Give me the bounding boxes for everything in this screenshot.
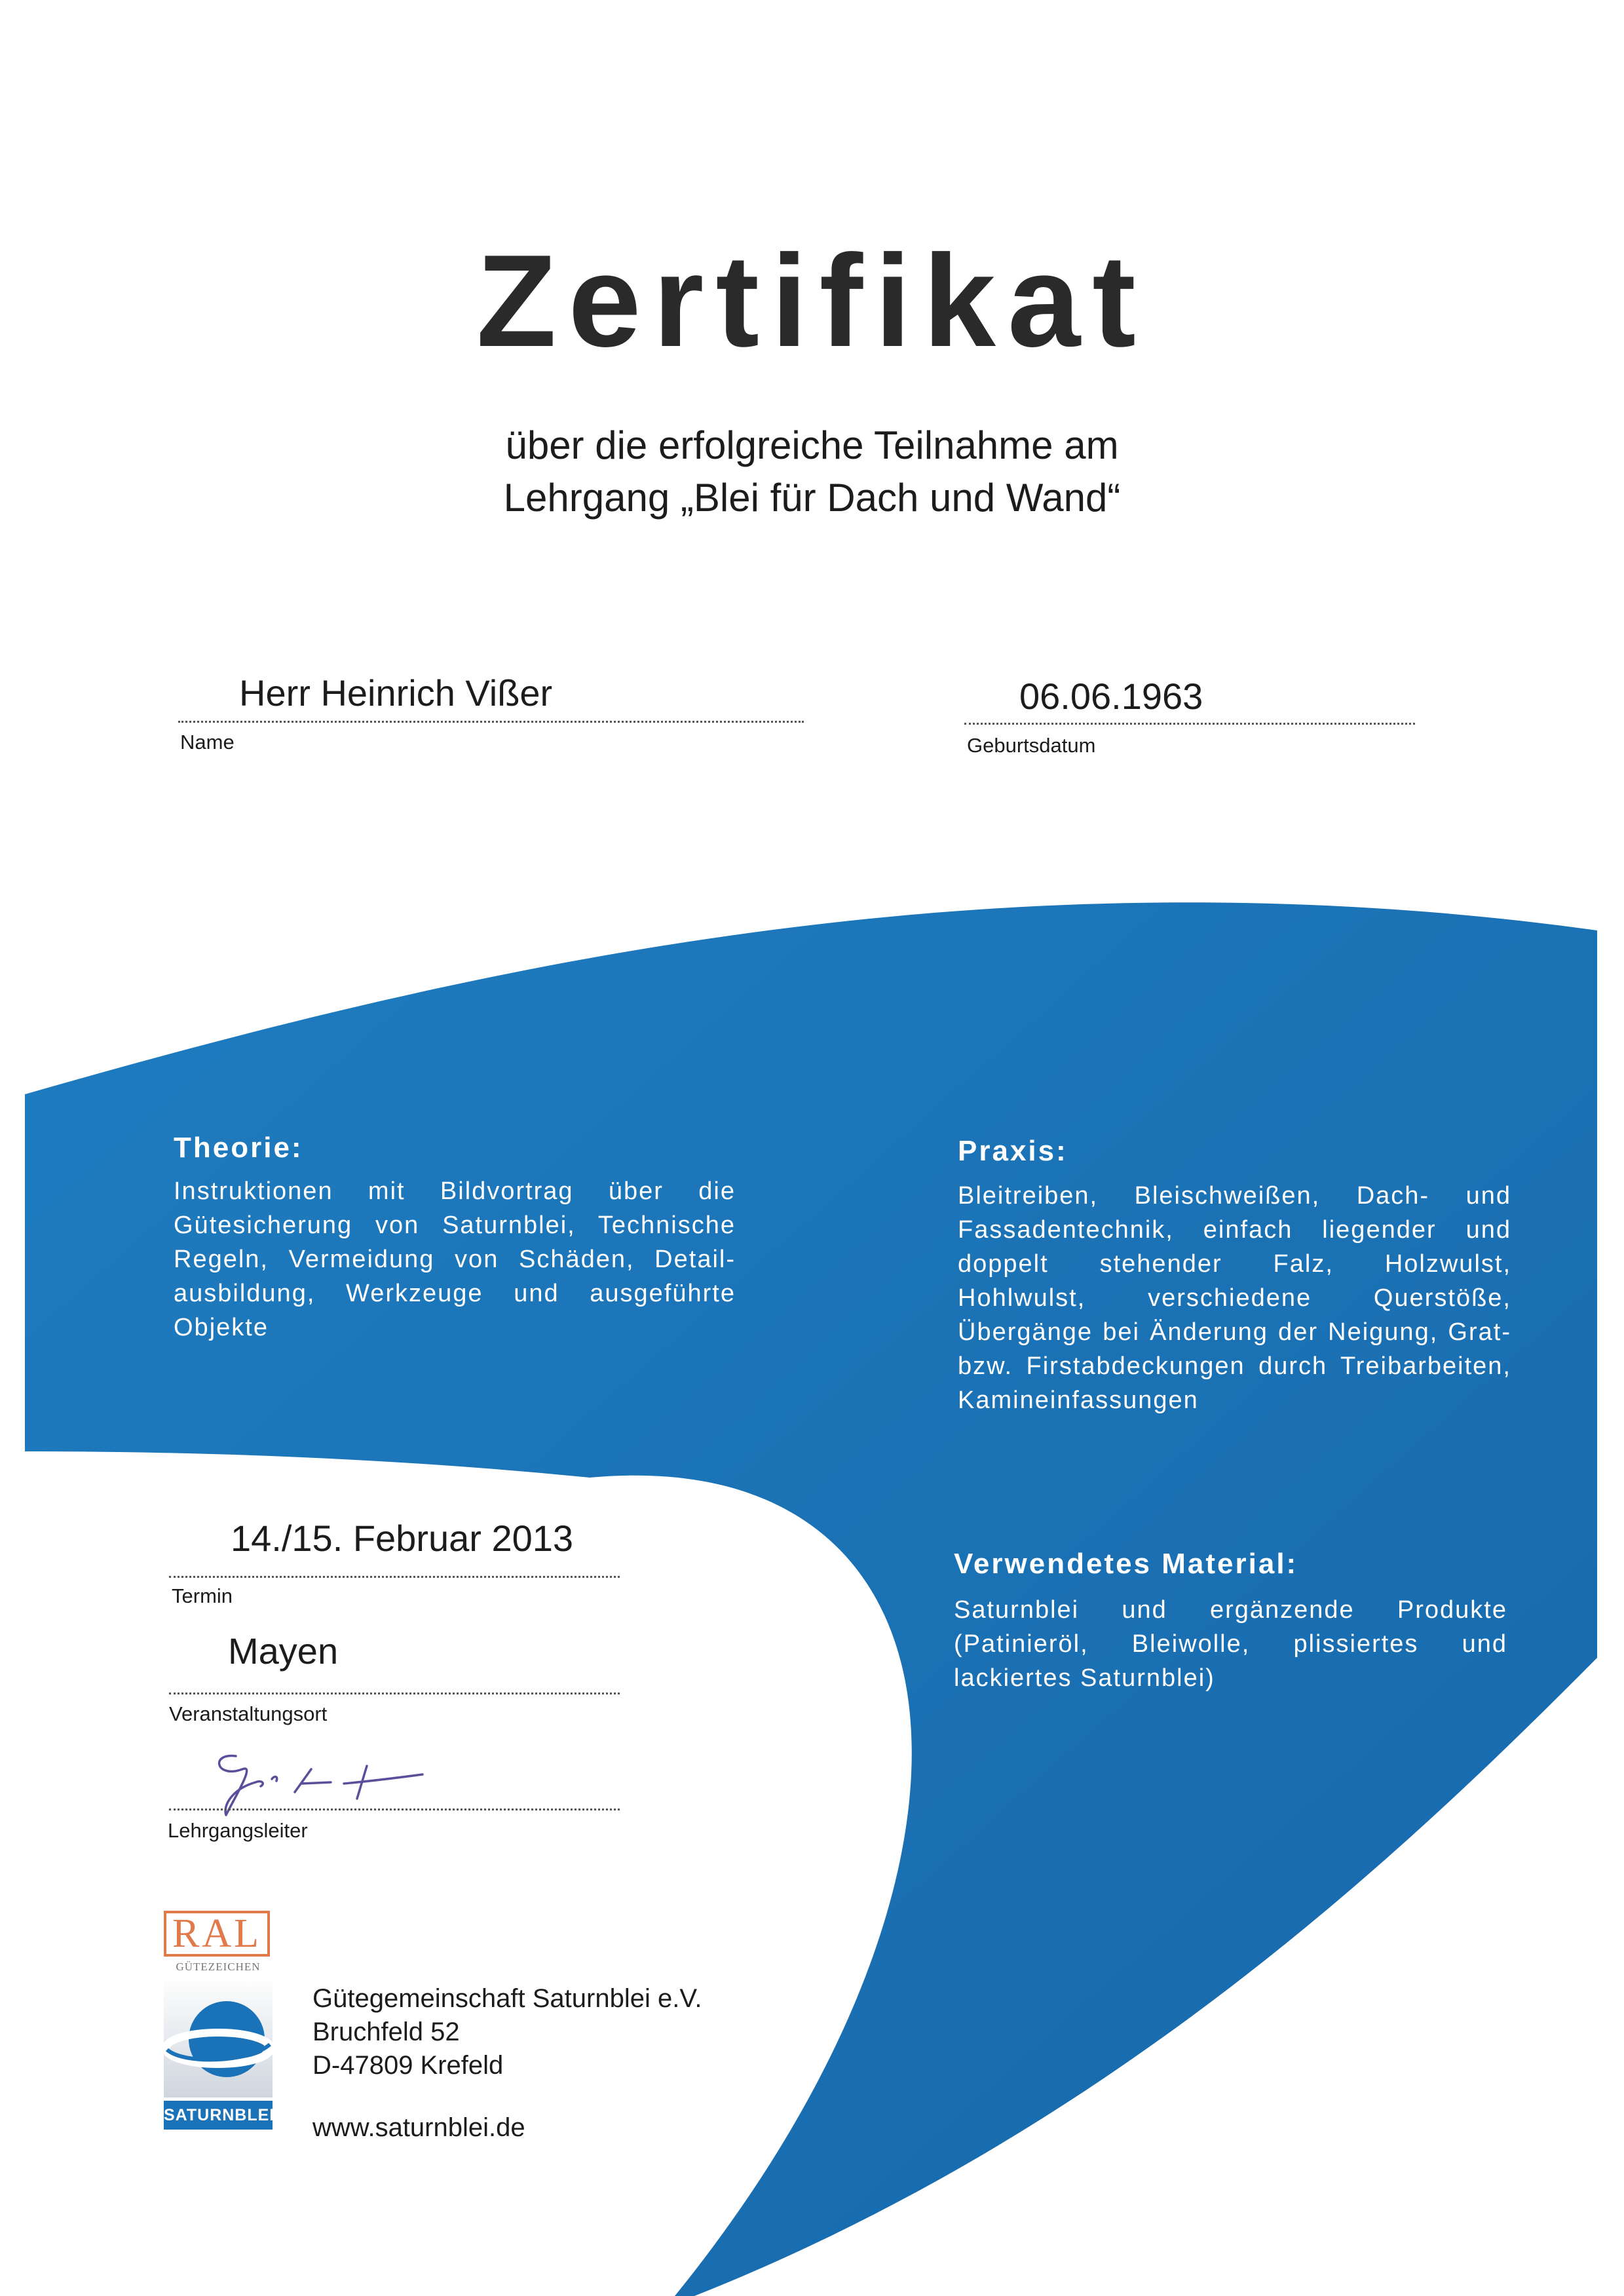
certificate-title: Zertifikat xyxy=(476,228,1148,374)
organization-name: Gütegemeinschaft Saturnblei e.V. xyxy=(312,1984,702,2013)
birthdate-value: 06.06.1963 xyxy=(1019,676,1203,717)
instructor-dotted-line xyxy=(169,1808,620,1810)
organization-street: Bruchfeld 52 xyxy=(312,2018,460,2046)
organization-website-link[interactable]: www.saturnblei.de xyxy=(312,2113,525,2142)
material-text: Saturnblei und ergänzende Produkte (Patinieröl, Bleiwolle, plissiertes und lackiertes Saturnblei) xyxy=(954,1596,1507,1692)
theory-text: Instruktionen mit Bildvortrag über die Gütesicherung von Saturnblei, Technische Regeln, Vermeidung von Schäden, Detail-ausbildung, Werkzeuge und ausgeführte Objekte xyxy=(174,1177,736,1341)
guetezeichen-text: GÜTEZEICHEN xyxy=(176,1961,261,1973)
saturn-planet-icon xyxy=(164,1976,273,2097)
event-date-label: Termin xyxy=(172,1584,233,1607)
ral-mark: RAL xyxy=(164,1911,270,1957)
subtitle-line-2: Lehrgang „Blei für Dach und Wand“ xyxy=(503,476,1121,520)
event-location-label: Veranstaltungsort xyxy=(169,1702,328,1725)
birthdate-label: Geburtsdatum xyxy=(967,734,1096,757)
practice-text: Bleitreiben, Bleischweißen, Dach- und Fassadentechnik, einfach liegender und doppelt stehender Falz, Holzwulst, Hohlwulst, verschiedene Querstöße, Übergänge bei Änderung der Neigung, Grat- bzw. Firstabdeckungen durch Treibarbeiten, Kamineinfassungen xyxy=(958,1182,1511,1414)
theory-heading: Theorie: xyxy=(174,1132,303,1164)
participant-name: Herr Heinrich Vißer xyxy=(239,672,553,714)
date-dotted-line xyxy=(169,1576,620,1578)
practice-heading: Praxis: xyxy=(958,1135,1068,1167)
saturnblei-brand-label: SATURNBLEI xyxy=(164,2101,273,2130)
material-heading: Verwendetes Material: xyxy=(954,1548,1298,1580)
subtitle-line-1: über die erfolgreiche Teilnahme am xyxy=(505,423,1119,467)
event-location-value: Mayen xyxy=(228,1630,339,1672)
location-dotted-line xyxy=(169,1693,620,1694)
event-date-value: 14./15. Februar 2013 xyxy=(231,1518,574,1559)
instructor-label: Lehrgangsleiter xyxy=(168,1819,308,1842)
birthdate-dotted-line xyxy=(964,723,1415,725)
name-dotted-line xyxy=(178,721,804,723)
organization-city: D-47809 Krefeld xyxy=(312,2051,504,2080)
name-label: Name xyxy=(180,731,235,754)
ral-saturnblei-logo xyxy=(161,1911,275,2133)
